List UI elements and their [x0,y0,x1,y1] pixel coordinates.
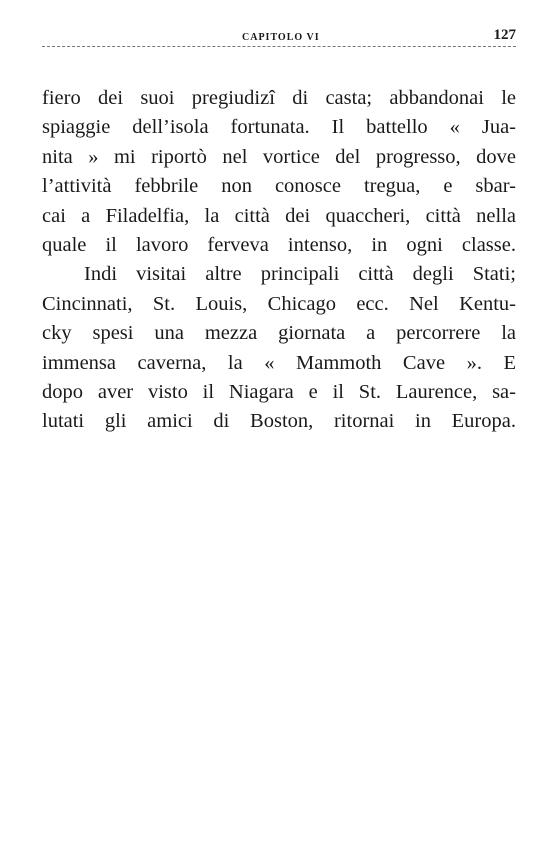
body-text [42,84,516,437]
text-line: cai a Filadelfia, la città dei quaccheri, città nella [42,204,516,227]
text-line: Cincinnati, St. Louis, Chicago ecc. Nel Kentu- [42,292,516,315]
chapter-title: CAPITOLO VI [242,32,320,43]
text-line: nita » mi riportò nel vortice del progresso, dove [42,145,516,168]
header-rule [42,46,516,47]
page-number: 127 [493,27,516,43]
text-line: immensa caverna, la « Mammoth Cave ». E [42,351,516,374]
text-line: dopo aver visto il Niagara e il St. Laurence, sa- [42,381,516,404]
text-line: l’attività febbrile non conosce tregua, e sbar- [42,175,516,198]
text-line: quale il lavoro ferveva intenso, in ogni classe. [42,234,516,257]
running-header [42,27,516,47]
text-line: spiaggie dell’isola fortunata. Il battello « Jua- [42,116,516,139]
text-line: fiero dei suoi pregiudizî di casta; abbandonai le [42,87,516,109]
text-line: Indi visitai altre principali città degli Stati; [84,263,516,286]
text-line: lutati gli amici di Boston, ritornai in Europa. [42,410,516,433]
text-line: cky spesi una mezza giornata a percorrere la [42,322,516,345]
